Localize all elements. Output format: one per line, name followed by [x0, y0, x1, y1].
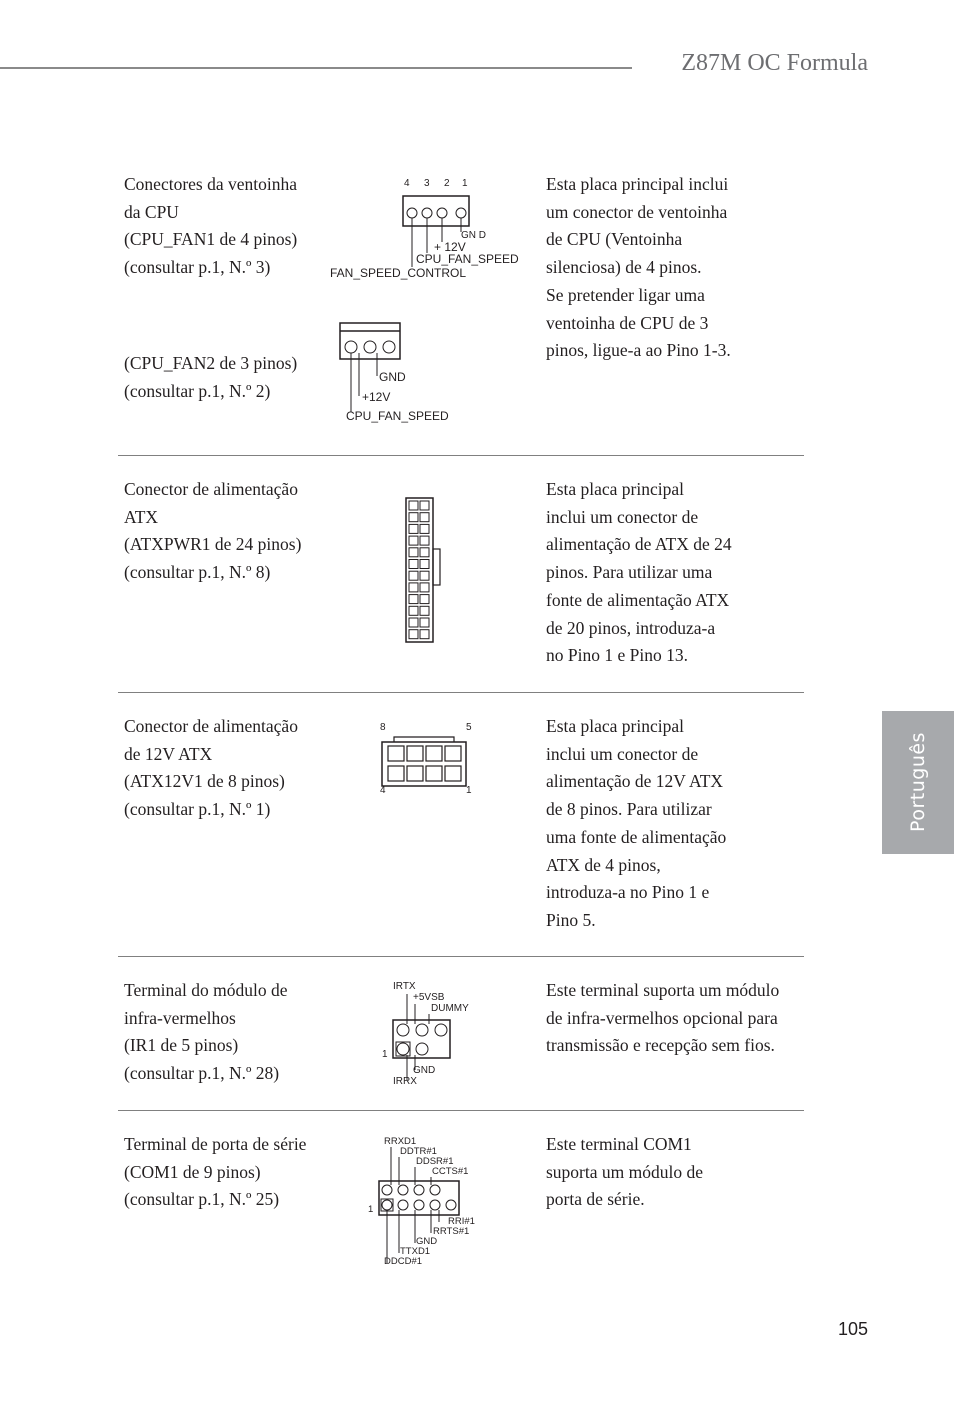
page-header-title: Z87M OC Formula [681, 50, 868, 76]
atx12v-name: Conector de alimentação de 12V ATX (ATX12V1 de 8 pinos) (consultar p.1, N.º 1) [124, 716, 298, 820]
cpu-fan2-12v-label: +12V [362, 390, 391, 404]
section-divider [118, 692, 804, 693]
atx-pin [409, 618, 418, 627]
atx-pin [420, 618, 429, 627]
language-side-tab-label: Português [907, 732, 929, 832]
cpu-fan1-pin-3: 3 [424, 178, 430, 189]
atx-24pin-connector-diagram [400, 495, 450, 647]
atx-pin [420, 583, 429, 592]
serial-ccts1-label: CCTS#1 [432, 1166, 469, 1177]
infrared-irrx-label: IRRX [393, 1076, 417, 1087]
header-rule [0, 67, 632, 69]
atx-pin [420, 513, 429, 522]
cpu-fan-name: Conectores da ventoinha da CPU (CPU_FAN1 de 4 pinos) (consultar p.1, N.º 3) [124, 174, 298, 278]
atx12v-pin-5: 5 [466, 722, 472, 733]
cpu-fan2-name: (CPU_FAN2 de 3 pinos) (consultar p.1, N.º 2) [124, 353, 298, 401]
serial-rrts1-label: RRTS#1 [433, 1226, 470, 1237]
atx12v-description: Esta placa principal inclui um conector de alimentação de 12V ATX de 8 pinos. Para utilizar uma fonte de alimentação ATX de 4 pinos, introduza-a no Pino 1 e Pino 5. [546, 716, 727, 930]
cpu-fan1-12v-label: + 12V [434, 240, 466, 254]
infrared-gnd-label: GND [413, 1065, 436, 1076]
atx-pin [420, 548, 429, 557]
atx12v-8pin-connector-diagram [376, 733, 476, 789]
infrared-5vsb-label: +5VSB [413, 992, 445, 1003]
atx-pin [420, 606, 429, 615]
atx-pin [420, 630, 429, 639]
atx-pin [409, 536, 418, 545]
atx-pin [409, 595, 418, 604]
cpu-fan1-gnd-label: GN D [461, 230, 486, 241]
serial-gnd-label: GND [416, 1236, 438, 1247]
atx-power-name: Conector de alimentação ATX (ATXPWR1 de 24 pinos) (consultar p.1, N.º 8) [124, 479, 302, 583]
cpu-fan1-pin-1: 1 [462, 178, 468, 189]
atx-pin [409, 524, 418, 533]
serial-ddcd1-label: DDCD#1 [384, 1256, 423, 1267]
atx-pin [420, 560, 429, 569]
atx-pin [409, 583, 418, 592]
atx-pin [409, 513, 418, 522]
infrared-pin-1: 1 [382, 1049, 388, 1060]
cpu-fan1-control-label: FAN_SPEED_CONTROL [330, 266, 467, 280]
atx-pin [409, 606, 418, 615]
cpu-fan-description: Esta placa principal inclui um conector de ventoinha de CPU (Ventoinha silenciosa) de 4 pinos. Se pretender ligar uma ventoinha de CPU de 3 pinos, ligue-a ao Pino 1-3. [546, 174, 731, 361]
serial-rri1-label: RRI#1 [448, 1216, 475, 1227]
serial-ddsr1-label: DDSR#1 [416, 1156, 454, 1167]
atx12v-pin-8: 8 [380, 722, 386, 733]
cpu-fan2-speed-label: CPU_FAN_SPEED [346, 409, 449, 423]
atx-pin [420, 501, 429, 510]
cpu-fan1-speed-label: CPU_FAN_SPEED [416, 252, 519, 266]
cpu-fan1-pin-4: 4 [404, 178, 410, 189]
section-divider [118, 455, 804, 456]
serial-pin-1: 1 [368, 1204, 374, 1215]
atx12v-pin-4: 4 [380, 785, 386, 796]
atx-pin [420, 536, 429, 545]
cpu-fan2-gnd-label: GND [379, 370, 406, 384]
atx-pin [409, 560, 418, 569]
infrared-irtx-label: IRTX [393, 981, 416, 992]
serial-rrxd1-label: RRXD1 [384, 1136, 417, 1147]
infrared-description: Este terminal suporta um módulo de infra-vermelhos opcional para transmissão e recepção sem fios. [546, 980, 780, 1056]
atx-power-description: Esta placa principal inclui um conector de alimentação de ATX de 24 pinos. Para utilizar uma fonte de alimentação ATX de 20 pinos, introduza-a no Pino 1 e Pino 13. [546, 479, 732, 666]
atx-pin [409, 571, 418, 580]
language-side-tab [882, 711, 954, 854]
atx12v-pin-1: 1 [466, 785, 472, 796]
infrared-name: Terminal do módulo de infra-vermelhos (IR1 de 5 pinos) (consultar p.1, N.º 28) [124, 980, 288, 1084]
serial-name: Terminal de porta de série (COM1 de 9 pinos) (consultar p.1, N.º 25) [124, 1134, 307, 1210]
page-number: 105 [837, 1319, 868, 1339]
cpu-fan2-connector-diagram [330, 318, 470, 418]
infrared-dummy-label: DUMMY [431, 1003, 469, 1014]
section-divider [118, 1110, 804, 1111]
atx-pin [409, 630, 418, 639]
serial-description: Este terminal COM1 suporta um módulo de porta de série. [546, 1134, 703, 1210]
serial-ttxd1-label: TTXD1 [400, 1246, 431, 1257]
atx-pin [409, 548, 418, 557]
atx-pin [420, 595, 429, 604]
serial-ddtr1-label: DDTR#1 [400, 1146, 437, 1157]
cpu-fan1-pin-2: 2 [444, 178, 450, 189]
section-divider [118, 956, 804, 957]
atx-pin [420, 571, 429, 580]
atx-pin [420, 524, 429, 533]
atx-pin [409, 501, 418, 510]
